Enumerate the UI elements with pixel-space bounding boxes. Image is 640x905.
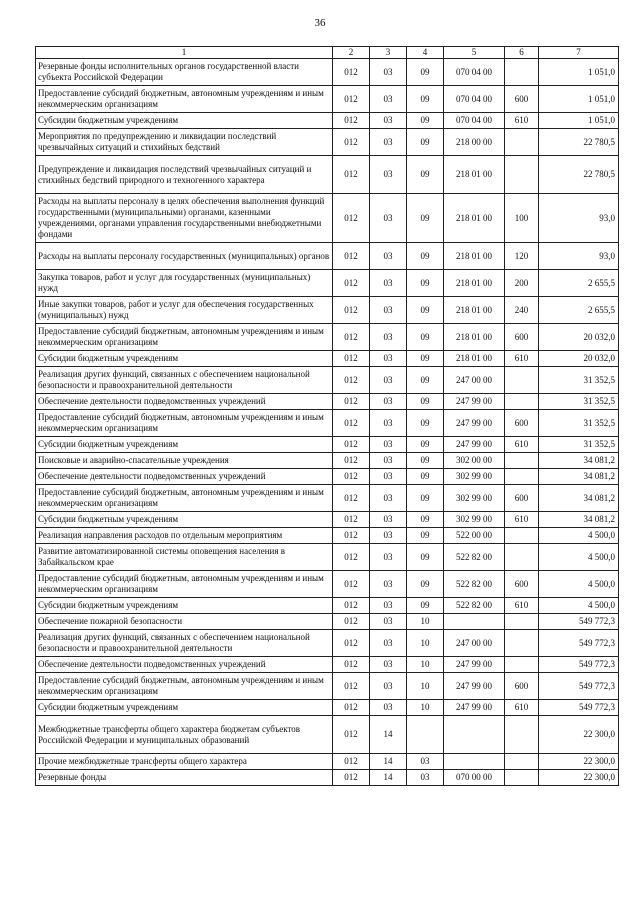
row-amount: 31 352,5 (539, 410, 619, 437)
row-target-item: 070 04 00 (444, 86, 505, 113)
row-name: Реализация других функций, связанных с обеспечением национальной безопасности и правоохранительной деятельности (36, 367, 333, 394)
row-amount: 34 081,2 (539, 512, 619, 528)
row-amount: 549 772,3 (539, 673, 619, 700)
table-row (36, 270, 619, 297)
row-subsection: 10 (407, 700, 444, 716)
row-amount: 22 300,0 (539, 716, 619, 754)
row-admin-code: 012 (333, 657, 370, 673)
table-row (36, 512, 619, 528)
table-row (36, 630, 619, 657)
row-section: 03 (370, 410, 407, 437)
table-row (36, 598, 619, 614)
table-row (36, 297, 619, 324)
row-name: Мероприятия по предупреждению и ликвидации последствий чрезвычайных ситуаций и стихийных бедствий (36, 129, 333, 156)
row-amount: 22 300,0 (539, 754, 619, 770)
row-target-item: 247 99 00 (444, 673, 505, 700)
row-admin-code: 012 (333, 351, 370, 367)
row-expense-type (505, 394, 539, 410)
row-section: 03 (370, 113, 407, 129)
row-amount: 31 352,5 (539, 394, 619, 410)
row-amount: 22 300,0 (539, 770, 619, 786)
header-col-4: 4 (407, 47, 444, 59)
row-section: 03 (370, 700, 407, 716)
row-subsection: 09 (407, 351, 444, 367)
row-expense-type (505, 657, 539, 673)
row-expense-type (505, 156, 539, 194)
row-name: Прочие межбюджетные трансферты общего характера (36, 754, 333, 770)
table-row (36, 367, 619, 394)
row-subsection: 09 (407, 270, 444, 297)
row-admin-code: 012 (333, 437, 370, 453)
row-amount: 31 352,5 (539, 367, 619, 394)
row-admin-code: 012 (333, 113, 370, 129)
table-row (36, 243, 619, 270)
row-admin-code: 012 (333, 630, 370, 657)
row-name: Расходы на выплаты персоналу в целях обеспечения выполнения функций государственными (муниципальными) органами, казенными учреждениями, органами управления государственными внебюджетными фондами (36, 194, 333, 243)
row-section: 03 (370, 297, 407, 324)
row-subsection: 10 (407, 657, 444, 673)
row-expense-type: 610 (505, 700, 539, 716)
table-body (36, 59, 619, 786)
row-admin-code: 012 (333, 754, 370, 770)
row-subsection: 09 (407, 437, 444, 453)
row-subsection: 09 (407, 394, 444, 410)
table-row (36, 754, 619, 770)
table-row (36, 544, 619, 571)
row-target-item: 247 99 00 (444, 657, 505, 673)
row-subsection: 09 (407, 59, 444, 86)
row-subsection: 09 (407, 297, 444, 324)
row-amount: 93,0 (539, 194, 619, 243)
row-target-item: 302 99 00 (444, 469, 505, 485)
row-amount: 31 352,5 (539, 437, 619, 453)
row-amount: 549 772,3 (539, 657, 619, 673)
row-section: 03 (370, 156, 407, 194)
row-name: Межбюджетные трансферты общего характера бюджетам субъектов Российской Федерации и муниципальных образований (36, 716, 333, 754)
table-row (36, 351, 619, 367)
row-amount: 4 500,0 (539, 598, 619, 614)
row-subsection: 09 (407, 469, 444, 485)
table-row (36, 453, 619, 469)
budget-table (35, 46, 619, 786)
row-expense-type: 240 (505, 297, 539, 324)
row-subsection (407, 716, 444, 754)
row-name: Реализация направления расходов по отдельным мероприятиям (36, 528, 333, 544)
row-name: Субсидии бюджетным учреждениям (36, 437, 333, 453)
row-admin-code: 012 (333, 469, 370, 485)
row-section: 03 (370, 485, 407, 512)
row-subsection: 09 (407, 194, 444, 243)
row-section: 03 (370, 614, 407, 630)
table-row (36, 657, 619, 673)
row-expense-type (505, 630, 539, 657)
header-col-7: 7 (539, 47, 619, 59)
row-subsection: 09 (407, 86, 444, 113)
row-expense-type (505, 754, 539, 770)
row-target-item: 218 01 00 (444, 351, 505, 367)
row-target-item: 302 99 00 (444, 485, 505, 512)
table-row (36, 129, 619, 156)
row-expense-type (505, 129, 539, 156)
header-col-2: 2 (333, 47, 370, 59)
header-col-6: 6 (505, 47, 539, 59)
table-row (36, 59, 619, 86)
row-target-item: 070 04 00 (444, 113, 505, 129)
row-subsection: 09 (407, 544, 444, 571)
row-expense-type (505, 770, 539, 786)
row-target-item: 247 99 00 (444, 410, 505, 437)
row-target-item: 522 82 00 (444, 598, 505, 614)
table-row (36, 485, 619, 512)
row-target-item: 218 01 00 (444, 297, 505, 324)
header-col-3: 3 (370, 47, 407, 59)
row-section: 03 (370, 129, 407, 156)
row-name: Обеспечение деятельности подведомственных учреждений (36, 469, 333, 485)
row-amount: 93,0 (539, 243, 619, 270)
table-row (36, 614, 619, 630)
row-name: Субсидии бюджетным учреждениям (36, 351, 333, 367)
row-target-item: 302 99 00 (444, 512, 505, 528)
table-row (36, 700, 619, 716)
row-admin-code: 012 (333, 367, 370, 394)
row-section: 03 (370, 86, 407, 113)
row-target-item: 247 00 00 (444, 367, 505, 394)
row-name: Обеспечение пожарной безопасности (36, 614, 333, 630)
row-name: Предупреждение и ликвидация последствий чрезвычайных ситуаций и стихийных бедствий природного и техногенного характера (36, 156, 333, 194)
row-expense-type: 100 (505, 194, 539, 243)
row-amount: 4 500,0 (539, 528, 619, 544)
row-name: Предоставление субсидий бюджетным, автономным учреждениям и иным некоммерческим организациям (36, 410, 333, 437)
row-section: 03 (370, 598, 407, 614)
header-col-1: 1 (36, 47, 333, 59)
row-amount: 1 051,0 (539, 86, 619, 113)
row-admin-code: 012 (333, 512, 370, 528)
row-section: 03 (370, 351, 407, 367)
row-section: 14 (370, 754, 407, 770)
row-expense-type: 610 (505, 598, 539, 614)
row-subsection: 10 (407, 673, 444, 700)
row-amount: 549 772,3 (539, 614, 619, 630)
row-expense-type: 600 (505, 86, 539, 113)
row-target-item: 218 00 00 (444, 129, 505, 156)
row-target-item: 522 00 00 (444, 528, 505, 544)
row-section: 03 (370, 571, 407, 598)
row-subsection: 09 (407, 485, 444, 512)
row-subsection: 03 (407, 770, 444, 786)
row-target-item: 247 99 00 (444, 394, 505, 410)
row-section: 03 (370, 512, 407, 528)
row-section: 03 (370, 673, 407, 700)
row-target-item (444, 754, 505, 770)
row-name: Предоставление субсидий бюджетным, автономным учреждениям и иным некоммерческим организациям (36, 571, 333, 598)
row-subsection: 09 (407, 598, 444, 614)
table-row (36, 469, 619, 485)
row-amount: 22 780,5 (539, 156, 619, 194)
row-subsection: 09 (407, 243, 444, 270)
row-section: 14 (370, 770, 407, 786)
row-admin-code: 012 (333, 571, 370, 598)
row-section: 03 (370, 59, 407, 86)
row-expense-type (505, 614, 539, 630)
row-subsection: 09 (407, 512, 444, 528)
row-subsection: 09 (407, 453, 444, 469)
row-section: 03 (370, 630, 407, 657)
row-amount: 4 500,0 (539, 571, 619, 598)
row-expense-type: 610 (505, 113, 539, 129)
row-expense-type (505, 544, 539, 571)
table-row (36, 156, 619, 194)
row-expense-type (505, 59, 539, 86)
row-target-item: 247 99 00 (444, 437, 505, 453)
row-expense-type (505, 469, 539, 485)
row-name: Резервные фонды исполнительных органов государственной власти субъекта Российской Федерации (36, 59, 333, 86)
row-section: 03 (370, 394, 407, 410)
row-section: 03 (370, 469, 407, 485)
row-amount: 549 772,3 (539, 700, 619, 716)
row-amount: 22 780,5 (539, 129, 619, 156)
row-amount: 20 032,0 (539, 351, 619, 367)
table-row (36, 394, 619, 410)
table-row (36, 194, 619, 243)
row-admin-code: 012 (333, 716, 370, 754)
row-admin-code: 012 (333, 485, 370, 512)
row-admin-code: 012 (333, 194, 370, 243)
row-amount: 20 032,0 (539, 324, 619, 351)
row-admin-code: 012 (333, 528, 370, 544)
row-expense-type (505, 716, 539, 754)
table-row (36, 410, 619, 437)
row-name: Обеспечение деятельности подведомственных учреждений (36, 394, 333, 410)
row-expense-type (505, 453, 539, 469)
header-row (36, 47, 619, 59)
row-admin-code: 012 (333, 156, 370, 194)
row-subsection: 09 (407, 571, 444, 598)
table-row (36, 716, 619, 754)
row-name: Резервные фонды (36, 770, 333, 786)
row-subsection: 10 (407, 614, 444, 630)
row-admin-code: 012 (333, 410, 370, 437)
row-expense-type: 200 (505, 270, 539, 297)
row-section: 03 (370, 437, 407, 453)
row-name: Субсидии бюджетным учреждениям (36, 113, 333, 129)
row-admin-code: 012 (333, 129, 370, 156)
row-name: Предоставление субсидий бюджетным, автономным учреждениям и иным некоммерческим организациям (36, 86, 333, 113)
row-target-item: 522 82 00 (444, 544, 505, 571)
row-target-item: 218 01 00 (444, 324, 505, 351)
row-expense-type: 600 (505, 410, 539, 437)
row-subsection: 09 (407, 410, 444, 437)
row-name: Реализация других функций, связанных с обеспечением национальной безопасности и правоохранительной деятельности (36, 630, 333, 657)
row-admin-code: 012 (333, 297, 370, 324)
row-target-item (444, 716, 505, 754)
row-target-item: 218 01 00 (444, 270, 505, 297)
row-expense-type: 610 (505, 512, 539, 528)
row-expense-type: 600 (505, 324, 539, 351)
table-row (36, 528, 619, 544)
row-subsection: 09 (407, 324, 444, 351)
row-target-item: 218 01 00 (444, 156, 505, 194)
row-name: Предоставление субсидий бюджетным, автономным учреждениям и иным некоммерческим организациям (36, 324, 333, 351)
row-expense-type (505, 367, 539, 394)
row-admin-code: 012 (333, 394, 370, 410)
row-name: Развитие автоматизированной системы оповещения населения в Забайкальском крае (36, 544, 333, 571)
row-subsection: 10 (407, 630, 444, 657)
row-expense-type: 610 (505, 437, 539, 453)
row-section: 03 (370, 544, 407, 571)
row-expense-type: 600 (505, 485, 539, 512)
row-name: Иные закупки товаров, работ и услуг для обеспечения государственных (муниципальных) нужд (36, 297, 333, 324)
row-amount: 1 051,0 (539, 113, 619, 129)
row-expense-type: 600 (505, 673, 539, 700)
row-section: 03 (370, 453, 407, 469)
row-target-item: 247 00 00 (444, 630, 505, 657)
row-admin-code: 012 (333, 86, 370, 113)
row-amount: 34 081,2 (539, 469, 619, 485)
row-expense-type (505, 528, 539, 544)
row-expense-type: 610 (505, 351, 539, 367)
row-target-item: 070 00 00 (444, 770, 505, 786)
row-target-item: 218 01 00 (444, 243, 505, 270)
row-admin-code: 012 (333, 270, 370, 297)
row-amount: 4 500,0 (539, 544, 619, 571)
row-admin-code: 012 (333, 598, 370, 614)
row-amount: 1 051,0 (539, 59, 619, 86)
row-expense-type: 120 (505, 243, 539, 270)
row-name: Закупка товаров, работ и услуг для государственных (муниципальных) нужд (36, 270, 333, 297)
row-subsection: 09 (407, 113, 444, 129)
row-admin-code: 012 (333, 770, 370, 786)
row-subsection: 09 (407, 156, 444, 194)
row-target-item: 247 99 00 (444, 700, 505, 716)
row-admin-code: 012 (333, 59, 370, 86)
row-subsection: 09 (407, 528, 444, 544)
row-name: Поисковые и аварийно-спасательные учреждения (36, 453, 333, 469)
row-section: 03 (370, 243, 407, 270)
row-admin-code: 012 (333, 243, 370, 270)
row-subsection: 09 (407, 367, 444, 394)
row-name: Обеспечение деятельности подведомственных учреждений (36, 657, 333, 673)
row-admin-code: 012 (333, 544, 370, 571)
row-amount: 2 655,5 (539, 270, 619, 297)
row-section: 03 (370, 657, 407, 673)
header-col-5: 5 (444, 47, 505, 59)
row-name: Предоставление субсидий бюджетным, автономным учреждениям и иным некоммерческим организациям (36, 673, 333, 700)
row-section: 14 (370, 716, 407, 754)
row-amount: 549 772,3 (539, 630, 619, 657)
row-target-item: 070 04 00 (444, 59, 505, 86)
row-section: 03 (370, 194, 407, 243)
row-expense-type: 600 (505, 571, 539, 598)
row-admin-code: 012 (333, 673, 370, 700)
row-subsection: 03 (407, 754, 444, 770)
table-row (36, 86, 619, 113)
table-row (36, 673, 619, 700)
row-admin-code: 012 (333, 614, 370, 630)
row-admin-code: 012 (333, 324, 370, 351)
row-section: 03 (370, 528, 407, 544)
page-number: 36 (314, 17, 326, 29)
row-target-item (444, 614, 505, 630)
row-admin-code: 012 (333, 453, 370, 469)
row-section: 03 (370, 270, 407, 297)
row-name: Субсидии бюджетным учреждениям (36, 598, 333, 614)
row-admin-code: 012 (333, 700, 370, 716)
row-name: Субсидии бюджетным учреждениям (36, 700, 333, 716)
row-target-item: 522 82 00 (444, 571, 505, 598)
table-row (36, 113, 619, 129)
row-name: Субсидии бюджетным учреждениям (36, 512, 333, 528)
table-row (36, 571, 619, 598)
row-subsection: 09 (407, 129, 444, 156)
table-row (36, 437, 619, 453)
row-section: 03 (370, 324, 407, 351)
row-target-item: 218 01 00 (444, 194, 505, 243)
row-amount: 34 081,2 (539, 485, 619, 512)
table-row (36, 324, 619, 351)
row-section: 03 (370, 367, 407, 394)
row-name: Расходы на выплаты персоналу государственных (муниципальных) органов (36, 243, 333, 270)
table-row (36, 770, 619, 786)
row-name: Предоставление субсидий бюджетным, автономным учреждениям и иным некоммерческим организациям (36, 485, 333, 512)
row-amount: 34 081,2 (539, 453, 619, 469)
row-target-item: 302 00 00 (444, 453, 505, 469)
row-amount: 2 655,5 (539, 297, 619, 324)
